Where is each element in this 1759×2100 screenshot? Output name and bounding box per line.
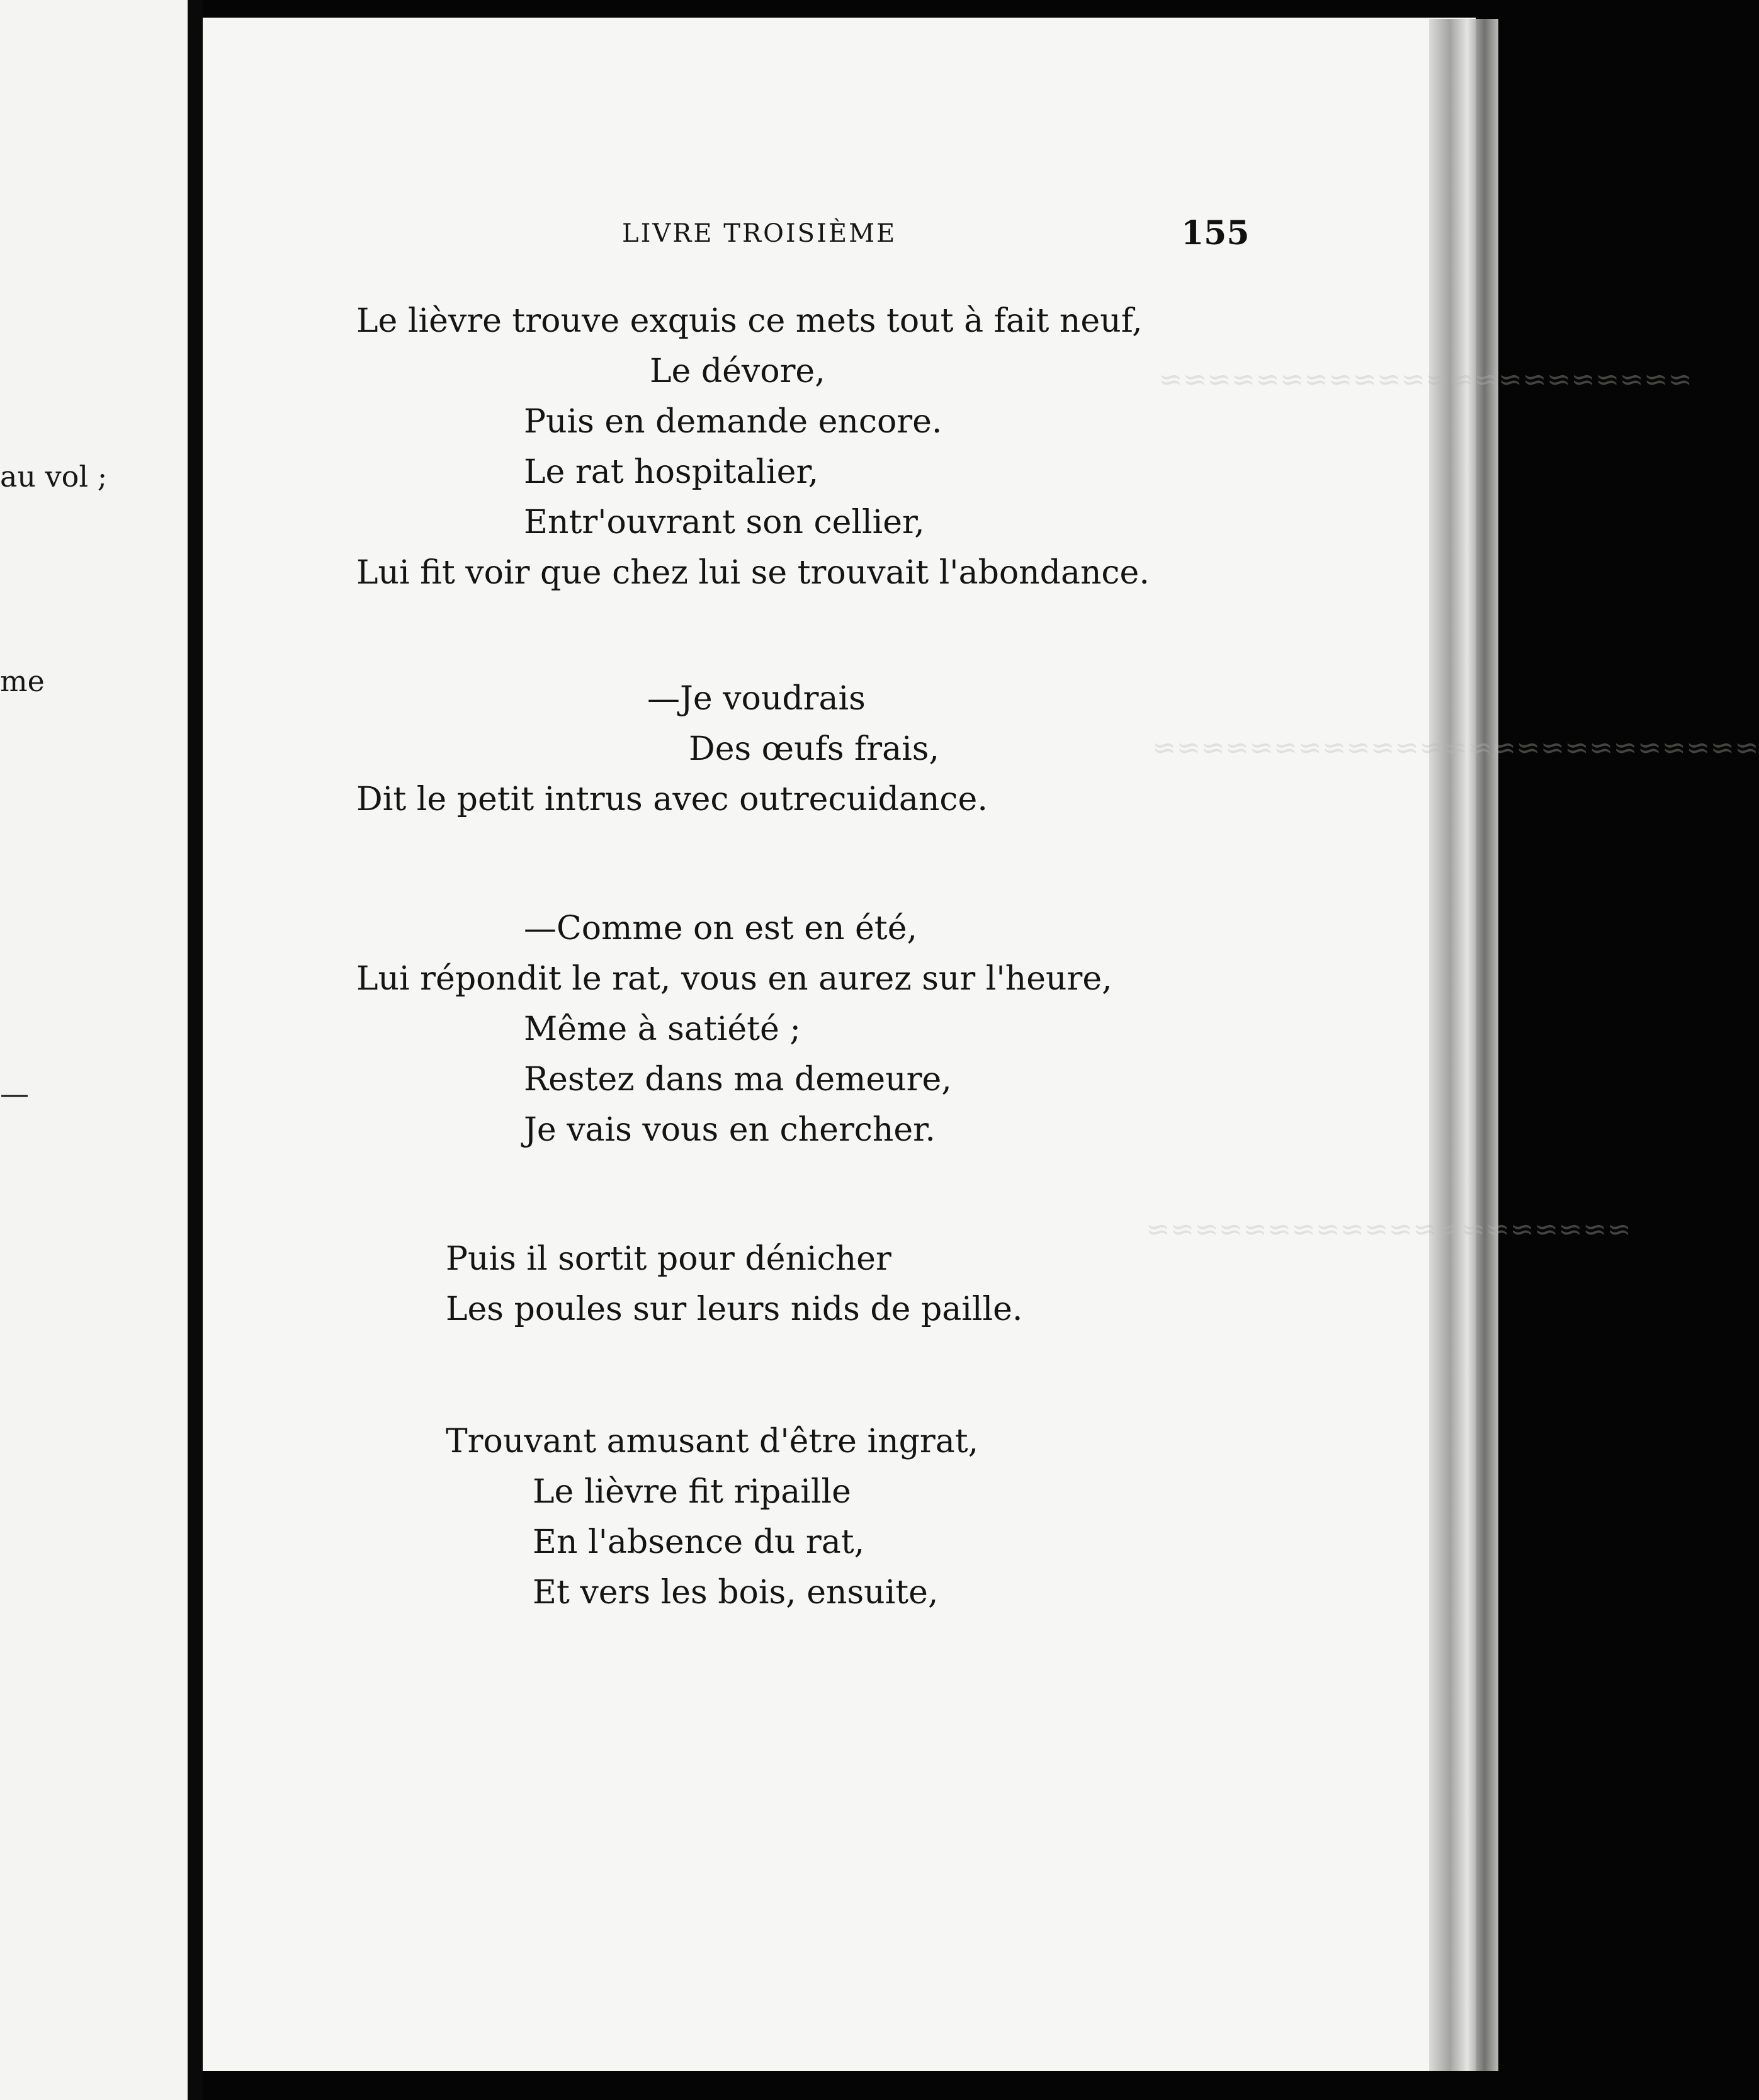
verse-line: Même à satiété ; bbox=[524, 1010, 801, 1048]
show-through-text: ≈≈≈≈≈≈≈≈≈≈≈≈≈≈≈≈≈≈≈≈≈≈ bbox=[1158, 362, 1692, 396]
verse-line: Dit le petit intrus avec outrecuidance. bbox=[356, 781, 988, 818]
verse-line: Et vers les bois, ensuite, bbox=[533, 1574, 939, 1612]
page-number: 155 bbox=[1181, 214, 1250, 252]
left-page-fragment: me bbox=[0, 664, 45, 698]
verse-line: Le lièvre trouve exquis ce mets tout à fait neuf, bbox=[356, 302, 1143, 340]
verse-line: Le rat hospitalier, bbox=[524, 453, 819, 491]
verse-line: —Je voudrais bbox=[647, 680, 866, 718]
left-page bbox=[0, 0, 191, 2100]
verse-line: —Comme on est en été, bbox=[524, 910, 917, 947]
book-spine bbox=[188, 0, 203, 2100]
verse-line: Restez dans ma demeure, bbox=[524, 1061, 952, 1098]
show-through-text: ≈≈≈≈≈≈≈≈≈≈≈≈≈≈≈≈≈≈≈≈ bbox=[1146, 1212, 1631, 1246]
running-head: LIVRE TROISIÈME bbox=[622, 219, 897, 248]
verse-line: Les poules sur leurs nids de paille. bbox=[446, 1290, 1023, 1328]
verse-line: Je vais vous en chercher. bbox=[524, 1111, 936, 1149]
left-page-fragment: — bbox=[0, 1076, 29, 1110]
verse-line: Le dévore, bbox=[650, 353, 825, 390]
verse-line: Trouvant amusant d'être ingrat, bbox=[446, 1423, 979, 1460]
verse-line: Puis il sortit pour dénicher bbox=[446, 1240, 891, 1278]
verse-line: Puis en demande encore. bbox=[524, 403, 942, 441]
verse-line: Le lièvre fit ripaille bbox=[533, 1473, 851, 1511]
show-through-text: ≈≈≈≈≈≈≈≈≈≈≈≈≈≈≈≈≈≈≈≈≈≈≈≈≈ bbox=[1152, 730, 1759, 764]
verse-line: Lui répondit le rat, vous en aurez sur l'heure, bbox=[356, 960, 1112, 998]
verse-line: Entr'ouvrant son cellier, bbox=[524, 504, 925, 541]
left-page-fragment: au vol ; bbox=[0, 460, 108, 494]
page-edge bbox=[1429, 19, 1498, 2071]
verse-line: En l'absence du rat, bbox=[533, 1523, 865, 1561]
verse-line: Lui fit voir que chez lui se trouvait l'abondance. bbox=[356, 554, 1150, 592]
verse-line: Des œufs frais, bbox=[689, 730, 939, 768]
